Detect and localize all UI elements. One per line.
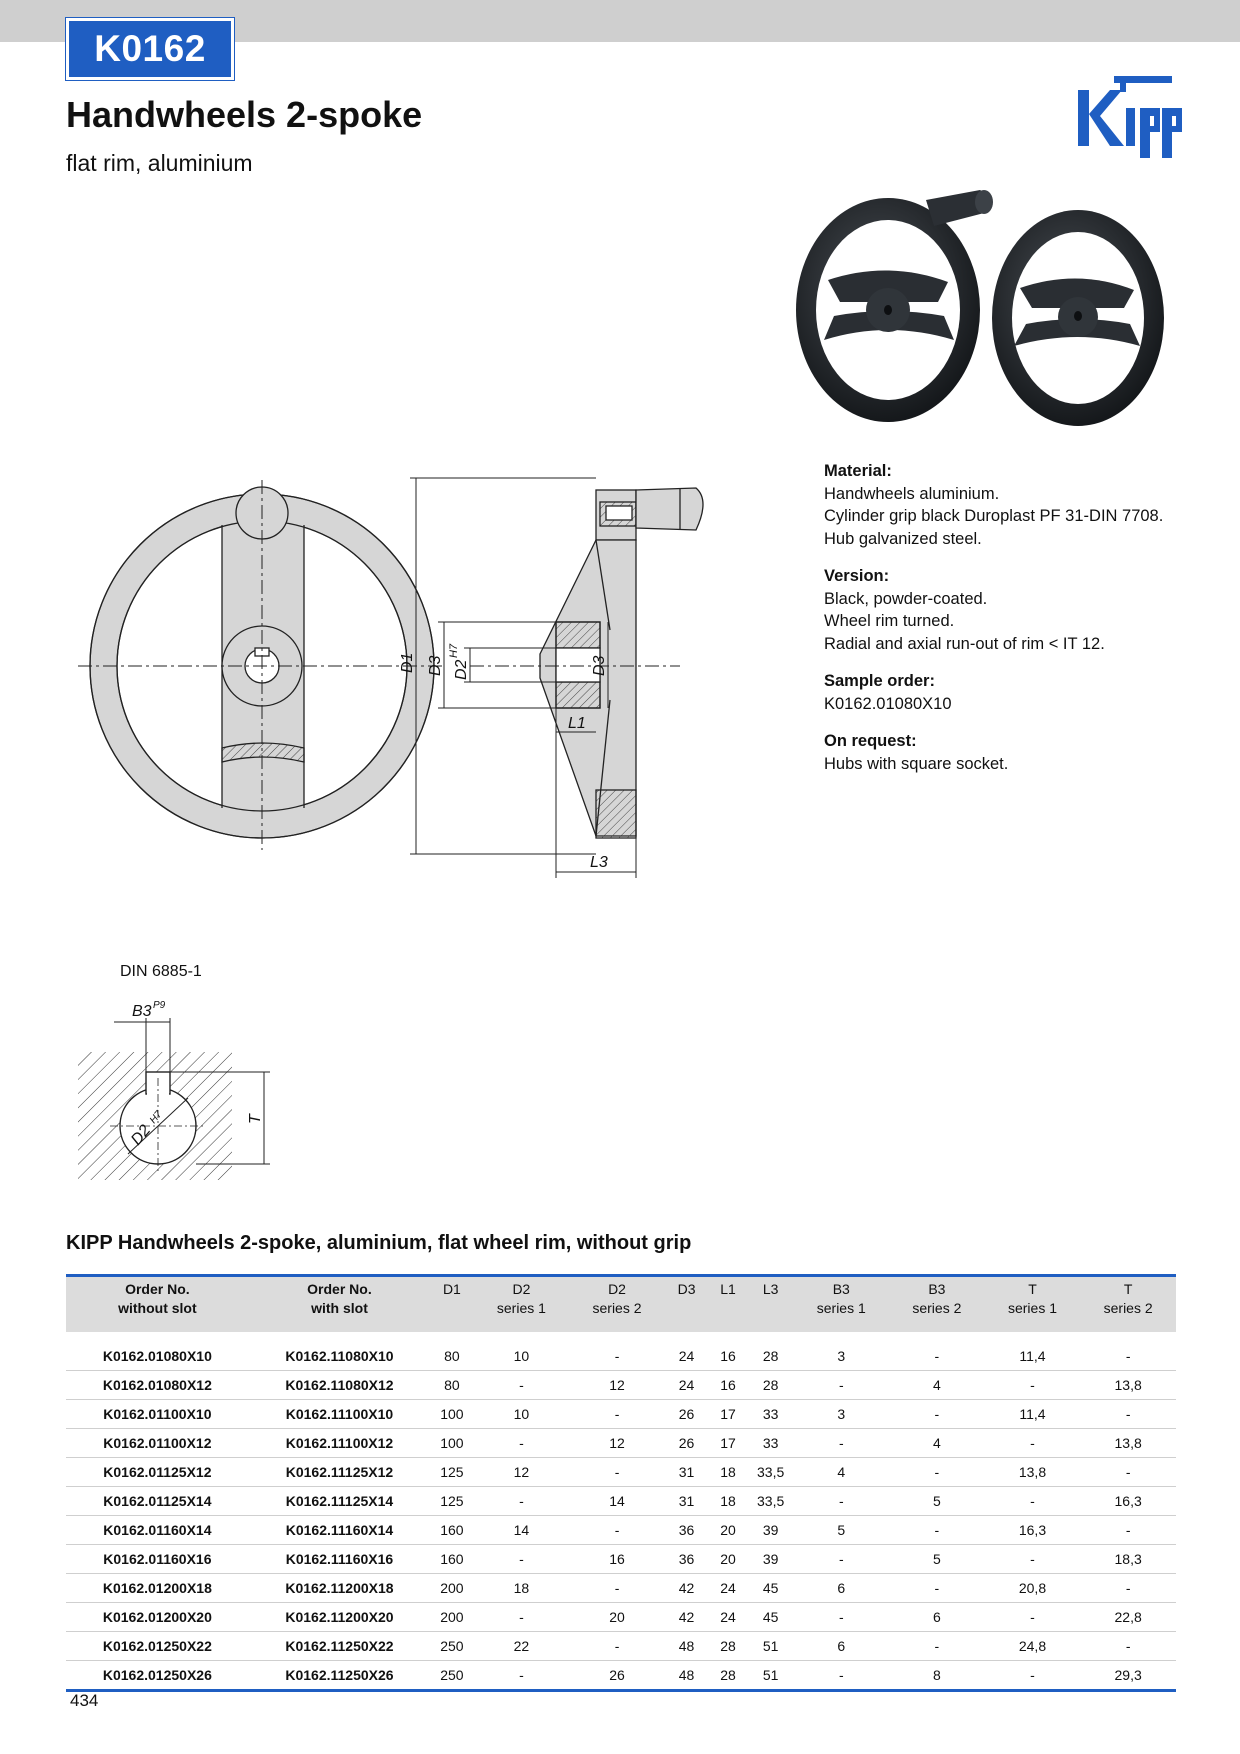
table-cell: 48 (678, 1667, 695, 1683)
page-subtitle: flat rim, aluminium (66, 150, 253, 176)
spec-heading: Sample order: (824, 672, 935, 690)
column-header (748, 1276, 794, 1333)
table-cell: - (569, 1400, 665, 1429)
table-cell: - (474, 1429, 570, 1458)
table-row (66, 1516, 1176, 1545)
din-dim-t: T (247, 1114, 264, 1124)
table-row (66, 1574, 1176, 1603)
order-number-cell: K0162.11200X20 (249, 1603, 430, 1632)
handwheel-photo (788, 190, 1168, 440)
table-cell: - (793, 1429, 889, 1458)
table-header-row (66, 1276, 1176, 1333)
table-cell: 20 (708, 1545, 748, 1574)
table-cell: - (569, 1458, 665, 1487)
table-cell: 18 (708, 1487, 748, 1516)
table-cell: 39 (748, 1545, 794, 1574)
table-cell: 29,3 (1114, 1667, 1142, 1683)
table-cell: - (1080, 1516, 1176, 1545)
column-header-line2: series 2 (912, 1300, 962, 1316)
kipp-logo-icon (1072, 74, 1184, 160)
column-header (985, 1276, 1081, 1333)
din-dim-b3: B3 (132, 1003, 152, 1020)
din-dim-d2-tolerance: H7 (147, 1109, 165, 1126)
order-number-cell: K0162.11125X14 (249, 1487, 430, 1516)
table-cell: 36 (665, 1516, 708, 1545)
order-number-cell: K0162.11160X16 (249, 1545, 430, 1574)
table-cell: - (793, 1371, 889, 1400)
spec-material (824, 460, 1204, 550)
order-number-cell: K0162.11080X10 (249, 1342, 430, 1371)
table-cell: 24 (708, 1574, 748, 1603)
spec-line: Wheel rim turned. (824, 612, 955, 630)
spec-line: Handwheels aluminium. (824, 484, 1000, 503)
table-row (66, 1632, 1176, 1661)
table-cell: 51 (748, 1632, 794, 1661)
order-number-cell: K0162.11250X26 (285, 1667, 394, 1683)
dim-d2: D2 (453, 659, 470, 680)
table-cell: 160 (430, 1516, 473, 1545)
column-header-line2: with slot (311, 1300, 368, 1316)
table-row (66, 1458, 1176, 1487)
table-title: KIPP Handwheels 2-spoke, aluminium, flat wheel rim, without grip (66, 1232, 692, 1254)
table-cell: 39 (748, 1516, 794, 1545)
order-number-cell: K0162.01125X14 (66, 1487, 249, 1516)
table-cell: - (569, 1574, 665, 1603)
table-row (66, 1371, 1176, 1400)
table-row (66, 1400, 1176, 1429)
din-standard-label: DIN 6885-1 (120, 963, 202, 980)
order-number-cell: K0162.11160X14 (249, 1516, 430, 1545)
table-cell: - (1080, 1400, 1176, 1429)
table-row (66, 1603, 1176, 1632)
order-number-cell: K0162.11125X12 (249, 1458, 430, 1487)
page-title: Handwheels 2-spoke (66, 94, 423, 135)
table-cell: 33,5 (748, 1487, 794, 1516)
table-cell: 16 (708, 1371, 748, 1400)
column-header-line1: L1 (720, 1281, 736, 1297)
table-cell: 45 (748, 1603, 794, 1632)
table-cell: 160 (430, 1545, 473, 1574)
table-cell: 80 (430, 1371, 473, 1400)
column-header-line2: without slot (118, 1300, 197, 1316)
column-header (708, 1276, 748, 1333)
column-header-line1: D2 (512, 1281, 531, 1297)
table-cell: - (569, 1342, 665, 1371)
column-header-line1: D3 (677, 1281, 696, 1297)
table-cell: - (889, 1458, 985, 1487)
table-cell: 24 (665, 1342, 708, 1371)
table-cell: 24 (708, 1603, 748, 1632)
table-cell: 31 (665, 1487, 708, 1516)
table-cell: - (793, 1487, 889, 1516)
table-cell: - (1080, 1632, 1176, 1661)
table-cell: 12 (569, 1371, 665, 1400)
product-code-badge: K0162 (66, 18, 234, 80)
table-cell: 4 (889, 1371, 985, 1400)
din-dim-d2: D2 (128, 1121, 155, 1149)
table-cell: 13,8 (985, 1458, 1081, 1487)
column-header-line1: D2 (608, 1281, 626, 1297)
table-cell: 10 (474, 1400, 570, 1429)
table-cell: - (838, 1667, 844, 1683)
table-cell: 33 (748, 1429, 794, 1458)
table-cell: - (889, 1574, 985, 1603)
table-cell: 48 (665, 1632, 708, 1661)
order-number-cell: K0162.01080X12 (66, 1371, 249, 1400)
order-number-cell: K0162.11080X12 (249, 1371, 430, 1400)
column-header (665, 1276, 708, 1333)
table-cell: 5 (889, 1487, 985, 1516)
table-cell: - (985, 1603, 1081, 1632)
column-header-line1: Order No. (125, 1281, 190, 1297)
spec-line: Radial and axial run-out of rim < IT 12. (824, 634, 1105, 653)
table-cell: 16 (569, 1545, 665, 1574)
table-cell: 51 (762, 1667, 779, 1683)
column-header-line1: T (1123, 1281, 1133, 1297)
table-cell: - (985, 1371, 1081, 1400)
table-cell: 4 (793, 1458, 889, 1487)
table-cell: 33 (748, 1400, 794, 1429)
table-cell: 24,8 (985, 1632, 1081, 1661)
table-row (66, 1661, 1176, 1691)
table-cell: - (474, 1371, 570, 1400)
table-cell: - (569, 1516, 665, 1545)
spec-line: Hubs with square socket. (824, 754, 1009, 773)
order-table (66, 1274, 1176, 1692)
table-cell: 5 (889, 1545, 985, 1574)
table-cell: 12 (569, 1429, 665, 1458)
table-cell: 45 (748, 1574, 794, 1603)
table-cell: - (889, 1342, 985, 1371)
order-number-cell: K0162.01080X10 (66, 1342, 249, 1371)
table-row (66, 1342, 1176, 1371)
order-number-cell: K0162.11200X18 (249, 1574, 430, 1603)
column-header-line1: T (1028, 1281, 1037, 1297)
dim-l3: L3 (590, 854, 608, 871)
table-cell: 20 (708, 1516, 748, 1545)
column-header-line1: B3 (928, 1281, 946, 1297)
table-cell: 14 (569, 1487, 665, 1516)
table-cell: 28 (708, 1632, 748, 1661)
spec-version (824, 565, 1204, 655)
column-header-line2: series 1 (816, 1300, 866, 1316)
table-cell: - (985, 1429, 1081, 1458)
spec-sample-order (824, 670, 1204, 715)
table-cell: 6 (889, 1603, 985, 1632)
spec-on-request (824, 730, 1204, 775)
column-header (66, 1276, 249, 1333)
spec-line: Cylinder grip black Duroplast PF 31-DIN 7708. (824, 507, 1164, 525)
table-cell: 16 (708, 1342, 748, 1371)
table-row (66, 1545, 1176, 1574)
dim-d2-tolerance: H7 (448, 643, 460, 658)
table-cell: 26 (665, 1429, 708, 1458)
table-cell: 20 (569, 1603, 665, 1632)
table-cell: 17 (708, 1429, 748, 1458)
column-header-line1: B3 (832, 1281, 850, 1297)
table-cell: 22 (474, 1632, 570, 1661)
dim-l1: L1 (568, 715, 586, 732)
table-cell: 20,8 (985, 1574, 1081, 1603)
table-cell: 42 (665, 1574, 708, 1603)
table-cell: 6 (793, 1574, 889, 1603)
table-cell: 28 (748, 1342, 794, 1371)
table-cell: 11,4 (985, 1342, 1081, 1371)
order-number-cell: K0162.01160X16 (66, 1545, 249, 1574)
table-cell: 13,8 (1080, 1371, 1176, 1400)
table-cell: - (1080, 1342, 1176, 1371)
table-row (66, 1429, 1176, 1458)
table-cell: - (793, 1603, 889, 1632)
table-cell: 10 (474, 1342, 570, 1371)
table-cell: - (889, 1516, 985, 1545)
table-cell: 16,3 (985, 1516, 1081, 1545)
spec-heading: On request: (824, 732, 917, 750)
spec-heading: Version: (824, 567, 890, 585)
column-header (474, 1276, 570, 1333)
table-cell: - (793, 1545, 889, 1574)
column-header-line1: L3 (762, 1281, 779, 1297)
order-number-cell: K0162.01200X20 (66, 1603, 249, 1632)
table-cell: - (519, 1667, 524, 1683)
spec-line: K0162.01080X10 (824, 694, 952, 713)
table-cell: - (1080, 1458, 1176, 1487)
table-cell: 3 (793, 1342, 889, 1371)
specifications (824, 460, 1204, 790)
table-cell: 11,4 (985, 1400, 1081, 1429)
din-dim-b3-tolerance: P9 (153, 1000, 166, 1011)
spec-line: Black, powder-coated. (824, 589, 988, 608)
table-cell: 4 (889, 1429, 985, 1458)
table-spacer-row (66, 1332, 1176, 1342)
order-number-cell: K0162.01250X22 (66, 1632, 249, 1661)
side-view (540, 488, 703, 838)
table-cell: - (889, 1400, 985, 1429)
table-cell: 36 (665, 1545, 708, 1574)
table-cell: 125 (430, 1487, 473, 1516)
order-number-cell: K0162.01160X14 (66, 1516, 249, 1545)
table-cell: 5 (793, 1516, 889, 1545)
table-cell: 22,8 (1080, 1603, 1176, 1632)
dim-d3-right: D3 (591, 655, 608, 676)
order-number-cell: K0162.01125X12 (66, 1458, 249, 1487)
table-cell: - (985, 1487, 1081, 1516)
order-number-cell: K0162.11100X10 (249, 1400, 430, 1429)
table-cell: 42 (665, 1603, 708, 1632)
table-cell: 18 (708, 1458, 748, 1487)
table-cell: 100 (430, 1400, 473, 1429)
table-cell: - (474, 1545, 570, 1574)
table-cell: 14 (474, 1516, 570, 1545)
table-cell: - (569, 1632, 665, 1661)
spec-heading: Material: (824, 462, 892, 480)
table-cell: 26 (609, 1667, 625, 1683)
column-header (793, 1276, 889, 1333)
page-number: 434 (70, 1691, 99, 1710)
table-cell: 17 (708, 1400, 748, 1429)
handwheel-technical-drawing (70, 470, 770, 890)
table-cell: 18 (474, 1574, 570, 1603)
column-header-line1: D1 (442, 1281, 461, 1297)
table-row (66, 1487, 1176, 1516)
table-cell: 13,8 (1080, 1429, 1176, 1458)
table-cell: 12 (474, 1458, 570, 1487)
table-cell: 6 (793, 1632, 889, 1661)
dim-d3-left: D3 (427, 655, 444, 676)
table-cell: 18,3 (1080, 1545, 1176, 1574)
table-cell: - (985, 1545, 1081, 1574)
table-cell: 200 (430, 1603, 473, 1632)
column-header (1080, 1276, 1176, 1333)
keyway-detail-drawing (70, 960, 290, 1200)
table-cell: - (1030, 1667, 1035, 1683)
table-cell: 16,3 (1080, 1487, 1176, 1516)
table-cell: 80 (430, 1342, 473, 1371)
dim-d1: D1 (399, 652, 416, 673)
table-cell: 200 (430, 1574, 473, 1603)
table-cell: 8 (932, 1667, 941, 1683)
order-number-cell: K0162.11100X12 (249, 1429, 430, 1458)
table-cell: - (474, 1603, 570, 1632)
order-number-cell: K0162.11250X22 (249, 1632, 430, 1661)
table-cell: 33,5 (748, 1458, 794, 1487)
table-cell: 3 (793, 1400, 889, 1429)
table-cell: 26 (665, 1400, 708, 1429)
order-number-cell: K0162.01100X12 (66, 1429, 249, 1458)
column-header-line2: series 2 (592, 1300, 642, 1316)
column-header-line2: series 1 (1007, 1300, 1057, 1316)
column-header-line2: series 2 (1103, 1300, 1153, 1316)
column-header-line1: Order No. (307, 1281, 372, 1297)
spec-line: Hub galvanized steel. (824, 529, 982, 548)
table-cell: 250 (430, 1632, 473, 1661)
table-cell: 250 (440, 1667, 464, 1683)
column-header (430, 1276, 473, 1333)
table-cell: 100 (430, 1429, 473, 1458)
column-header-line2: series 1 (496, 1300, 546, 1316)
table-cell: 24 (665, 1371, 708, 1400)
column-header (249, 1276, 430, 1333)
spacer-cell (66, 1332, 1176, 1342)
order-number-cell: K0162.01200X18 (66, 1574, 249, 1603)
table-cell: - (889, 1632, 985, 1661)
table-cell: 125 (430, 1458, 473, 1487)
table-cell: 28 (720, 1667, 736, 1683)
table-cell: - (1080, 1574, 1176, 1603)
column-header (889, 1276, 985, 1333)
table-cell: 31 (665, 1458, 708, 1487)
column-header (569, 1276, 665, 1333)
table-cell: - (474, 1487, 570, 1516)
order-number-cell: K0162.01250X26 (102, 1667, 212, 1683)
table-cell: 28 (748, 1371, 794, 1400)
order-number-cell: K0162.01100X10 (66, 1400, 249, 1429)
